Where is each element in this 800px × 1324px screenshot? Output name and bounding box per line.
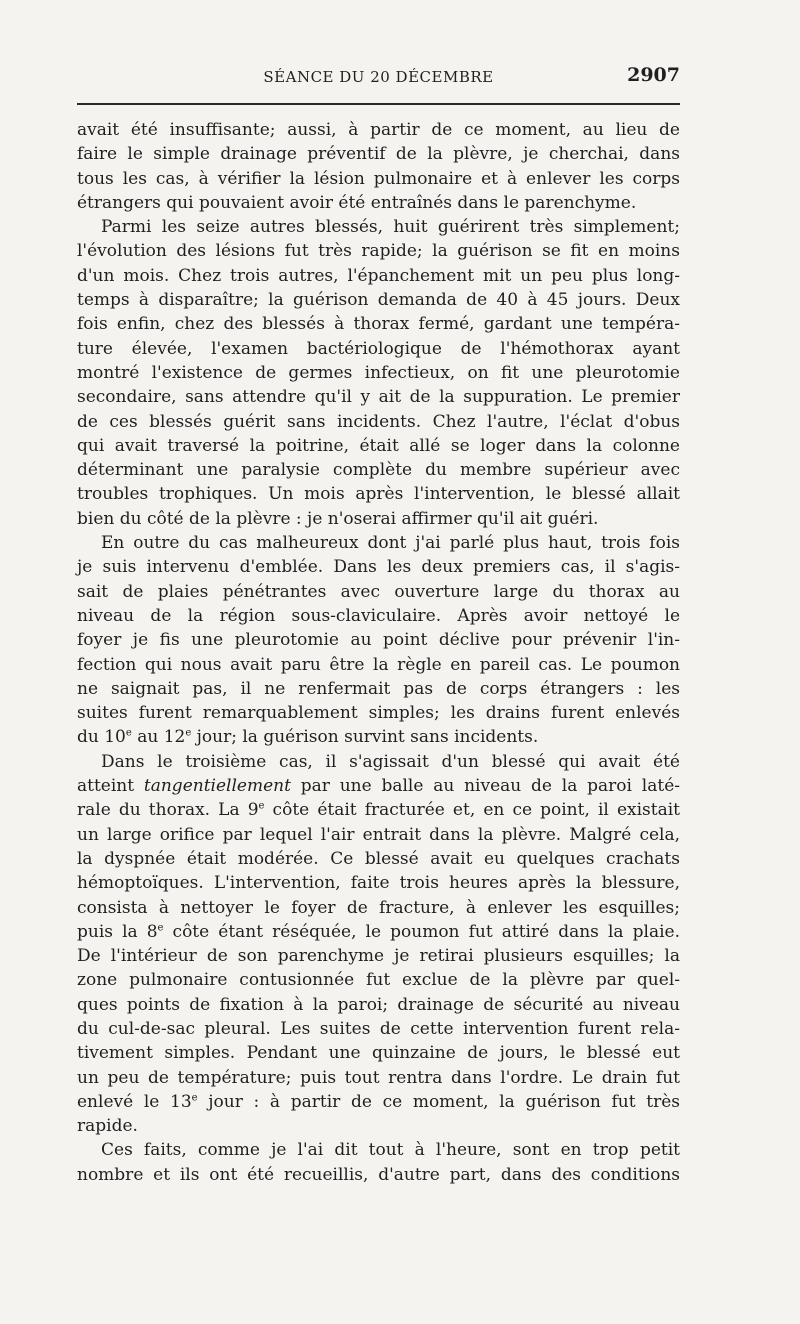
text-line: Dans le troisième cas, il s'agissait d'un blessé qui avait été: [101, 751, 680, 772]
text-line: qui avait traversé la poitrine, était allé se loger dans la colonne: [77, 435, 680, 456]
text-line: [77, 798, 680, 822]
superscript: e: [125, 727, 132, 739]
text-line: avait été insuffisante; aussi, à partir de ce moment, au lieu de: [77, 120, 680, 140]
text-line: hémoptoïques. L'intervention, faite trois heures après la blessure,: [77, 873, 680, 894]
text-span: du 10: [77, 727, 126, 748]
superscript: e: [157, 922, 164, 934]
text-line: bien du côté de la plèvre : je n'oserai affirmer qu'il ait guéri.: [77, 508, 599, 529]
text-line: De l'intérieur de son parenchyme je retirai plusieurs esquilles; la: [77, 946, 680, 967]
text-span: puis la 8: [77, 921, 158, 942]
italic-text: tangentiellement: [143, 776, 291, 797]
text-line: d'un mois. Chez trois autres, l'épanchement mit un peu plus long-: [77, 265, 680, 286]
text-line: temps à disparaître; la guérison demanda de 40 à 45 jours. Deux: [77, 290, 680, 311]
text-line: sait de plaies pénétrantes avec ouverture large du thorax au: [77, 581, 680, 602]
text-line: je suis intervenu d'emblée. Dans les deux premiers cas, il s'agis-: [77, 557, 680, 578]
header-rule: [77, 103, 680, 105]
text-line: fois enfin, chez des blessés à thorax fermé, gardant une tempéra-: [77, 314, 680, 335]
text-line: zone pulmonaire contusionnée fut exclue de la plèvre par quel-: [77, 970, 680, 991]
text-line: [77, 920, 680, 944]
text-span: côte étant réséquée, le poumon fut attiré dans la plaie.: [163, 921, 680, 942]
text-line: tivement simples. Pendant une quinzaine de jours, le blessé eut: [77, 1043, 680, 1064]
text-line: consista à nettoyer le foyer de fracture, à enlever les esquilles;: [77, 897, 680, 918]
text-line: de ces blessés guérit sans incidents. Chez l'autre, l'éclat d'obus: [77, 411, 680, 432]
text-line: ques points de fixation à la paroi; drainage de sécurité au niveau: [77, 994, 680, 1015]
text-span: jour : à partir de ce moment, la guérison fut très: [197, 1091, 680, 1112]
text-line: un peu de température; puis tout rentra dans l'ordre. Le drain fut: [77, 1067, 680, 1088]
text-span: côte était fracturée et, en ce point, il existait: [264, 800, 680, 821]
text-line: l'évolution des lésions fut très rapide; la guérison se fit en moins: [77, 241, 680, 262]
text-line: fection qui nous avait paru être la règle en pareil cas. Le poumon: [77, 654, 680, 675]
text-span: jour; la guérison survint sans incidents.: [191, 727, 539, 748]
text-line: suites furent remarquablement simples; les drains furent enlevés: [77, 703, 680, 724]
text-line: un large orifice par lequel l'air entrait dans la plèvre. Malgré cela,: [77, 824, 680, 845]
text-line: la dyspnée était modérée. Ce blessé avait eu quelques crachats: [77, 848, 680, 869]
text-line: En outre du cas malheureux dont j'ai parlé plus haut, trois fois: [101, 533, 680, 554]
text-line: troubles trophiques. Un mois après l'intervention, le blessé allait: [77, 484, 680, 505]
body-text: [77, 118, 680, 1187]
text-span: au 12: [131, 727, 186, 748]
superscript: e: [191, 1092, 198, 1104]
text-line: étrangers qui pouvaient avoir été entraînés dans le parenchyme.: [77, 192, 637, 213]
text-line: [77, 1090, 680, 1114]
text-line: niveau de la région sous-claviculaire. Après avoir nettoyé le: [77, 605, 680, 626]
text-line: nombre et ils ont été recueillis, d'autre part, dans des conditions: [77, 1164, 680, 1185]
text-line: Parmi les seize autres blessés, huit guérirent très simplement;: [101, 217, 680, 238]
page-header: [77, 64, 680, 88]
text-line: ne saignait pas, il ne renfermait pas de corps étrangers : les: [77, 678, 680, 699]
text-span: atteint: [77, 776, 144, 797]
text-line: du cul-de-sac pleural. Les suites de cette intervention furent rela-: [77, 1018, 680, 1039]
text-line: rapide.: [77, 1116, 138, 1137]
text-span: enlevé le 13: [77, 1091, 192, 1112]
text-line: secondaire, sans attendre qu'il y ait de la suppuration. Le premier: [77, 387, 680, 408]
text-span: rale du thorax. La 9: [77, 800, 259, 821]
text-line: montré l'existence de germes infectieux, on fit une pleurotomie: [77, 362, 680, 383]
text-line: ture élevée, l'examen bactériologique de l'hémothorax ayant: [77, 338, 680, 359]
text-line: tous les cas, à vérifier la lésion pulmonaire et à enlever les corps: [77, 168, 680, 189]
superscript: e: [185, 727, 192, 739]
text-line: Ces faits, comme je l'ai dit tout à l'heure, sont en trop petit: [101, 1140, 680, 1161]
text-line: déterminant une paralysie complète du membre supérieur avec: [77, 460, 680, 481]
text-line: faire le simple drainage préventif de la plèvre, je cherchai, dans: [77, 144, 680, 165]
page-number: 2907: [627, 64, 680, 86]
text-line: foyer je fis une pleurotomie au point déclive pour prévenir l'in-: [77, 630, 680, 651]
text-line: [77, 725, 680, 749]
running-head: SÉANCE DU 20 DÉCEMBRE: [263, 68, 494, 86]
text-span: par une balle au niveau de la paroi laté-: [290, 776, 680, 797]
superscript: e: [258, 800, 265, 812]
text-line: [77, 774, 680, 798]
